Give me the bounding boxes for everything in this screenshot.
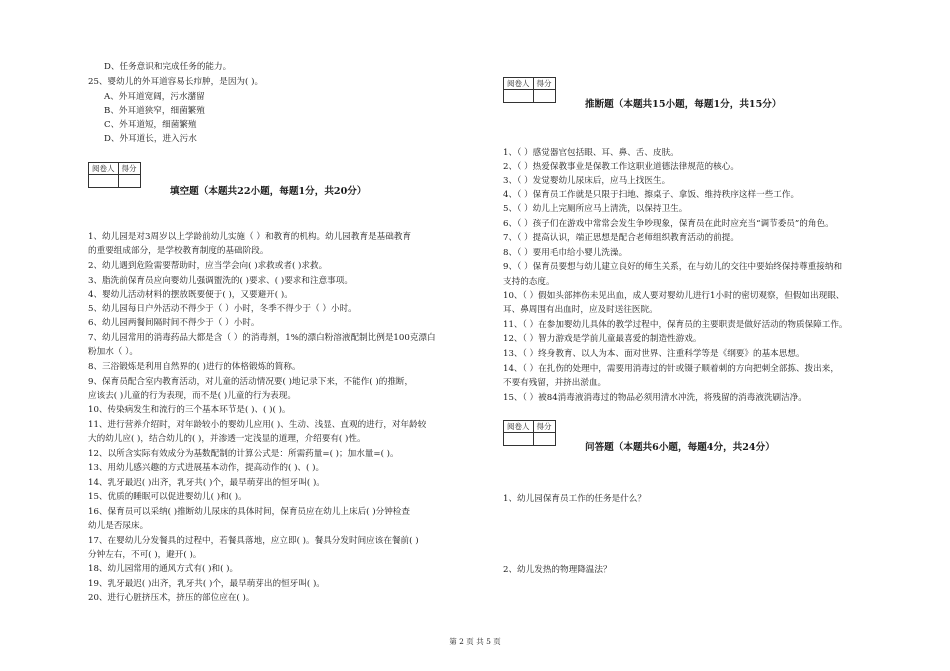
judge-line: 12、（ ）智力游戏是学前儿童最喜爱的制造性游戏。 [503,334,702,344]
qa-section-title: 问答题（本题共6小题，每题4分，共24分） [585,442,775,453]
fill-line: 9、保育员配合室内教育活动，对儿童的活动情况要( )地记录下来，不能作( )的推断， [88,377,414,387]
fill-line: 18、幼儿园常用的通风方式有( )和( )。 [88,564,239,574]
judge-line: 3、（ ）发觉婴幼儿尿床后，应马上找医生。 [503,176,671,186]
judge-line: 11、（ ）在参加婴幼儿具体的教学过程中，保育员的主要职责是做好活动的物质保障工作。 [503,320,848,330]
fill-line: 粉加水（ ）。 [88,347,138,357]
option-d: D、外耳道长，进入污水 [104,134,197,144]
fill-line: 4、婴幼儿活动材料的摆放既要便于( )，又要避开( )。 [88,290,293,300]
grader-label: 阅卷人 [504,421,534,433]
fill-line: 17、在婴幼儿分发餐具的过程中，若餐具落地，应立即( )。餐具分发时间应该在餐前( ) [88,536,419,546]
fill-line: 的重要组成部分，是学校教育制度的基础阶段。 [88,246,269,256]
option-b: B、外耳道狭窄，细菌繁殖 [104,106,205,116]
judge-line: 10、（ ）假如头部摔伤未见出血，成人要对婴幼儿进行1小时的密切观察，但假如出现眼、 [503,291,845,301]
score-label: 得分 [118,163,140,175]
fill-line: 应该去( )儿童的行为表现，而不是( )儿童的行为表现。 [88,391,296,401]
page-footer: 第 2 页 共 5 页 [449,637,501,646]
fill-line: 15、优质的睡眠可以促进婴幼儿( )和( )。 [88,492,247,502]
judge-line: 8、（ ）要用毛巾给小婴儿洗澡。 [503,248,628,258]
question-25: 25、婴幼儿的外耳道容易长疖肿，是因为( )。 [88,77,264,87]
qa-question-1: 1、幼儿园保育员工作的任务是什么？ [503,494,646,504]
fill-section-title: 填空题（本题共22小题，每题1分，共20分） [170,186,367,197]
fill-line: 1、幼儿园是对3周岁以上学龄前幼儿实施（ ）和教育的机构。幼儿园教育是基础教育 [88,232,412,242]
grader-label: 阅卷人 [504,78,534,90]
score-box-qa [503,420,556,446]
fill-line: 16、保育员可以采纳( )推断幼儿尿床的具体时间，保育员应在幼儿上床后( )分钟检查 [88,507,410,517]
judge-line: 支持的态度。 [503,277,555,287]
judge-line: 耳、鼻周围有出血时，应及时送往医院。 [503,305,658,315]
fill-line: 5、幼儿园每日户外活动不得少于（ ）小时，冬季不得少于（ ）小时。 [88,304,357,314]
judge-section-title: 推断题（本题共15小题，每题1分，共15分） [585,99,782,110]
option-d-previous: D、任务意识和完成任务的能力。 [104,62,232,72]
fill-line: 14、乳牙最迟( )出齐，乳牙共( )个，最早萌芽出的恒牙叫( )。 [88,478,325,488]
judge-line: 4、（ ）保育员工作就是只限于扫地、擦桌子、拿饭、维持秩序这样一些工作。 [503,190,800,200]
fill-line: 分钟左右，不可( )，避开( )。 [88,550,202,560]
fill-line: 10、传染病发生和流行的三个基本环节是( )、( )( )。 [88,405,291,415]
judge-line: 15、（ ）被84消毒液消毒过的物品必须用清水冲洗，将残留的消毒液洗刷洁净。 [503,393,807,403]
score-label: 得分 [533,78,555,90]
fill-line: 7、幼儿园常用的消毒药品大都是含（ ）的消毒剂，1%的漂白粉溶液配制比例是100克漂白 [88,333,436,343]
judge-line: 14、（ ）在扎伤的处理中，需要用消毒过的针或镊子顺着刺的方向把刺全部拣、拨出来， [503,364,839,374]
judge-line: 9、（ ）保育员要想与幼儿建立良好的师生关系，在与幼儿的交往中要始终保持尊重接纳和 [503,262,843,272]
judge-line: 13、（ ）终身教育、以人为本、面对世界、注重科学等是《纲要》的基本思想。 [503,349,805,359]
judge-line: 不要有残留，并挤出淤血。 [503,378,607,388]
judge-line: 6、（ ）孩子们在游戏中常常会发生争吵现象，保育员在此时应充当“调节委员”的角色。 [503,219,834,229]
fill-line: 大的幼儿应( )，结合幼儿的( )，并渗透一定浅显的道理，介绍要有( )性。 [88,434,366,444]
fill-line: 6、幼儿园两餐间隔时间不得少于（ ）小时。 [88,318,260,328]
option-a: A、外耳道宽阔，污水潴留 [104,92,205,102]
score-label: 得分 [533,421,555,433]
grader-label: 阅卷人 [89,163,119,175]
judge-line: 1、（ ）感觉器官包括眼、耳、鼻、舌、皮肤。 [503,148,679,158]
fill-line: 20、进行心脏挤压术，挤压的部位应在( )。 [88,593,255,603]
score-box-fill [88,162,141,188]
judge-line: 7、（ ）提高认识，端正思想是配合老师组织教育活动的前提。 [503,233,739,243]
fill-line: 8、三浴锻炼是利用自然界的( )进行的体格锻炼的简称。 [88,362,301,372]
fill-line: 幼儿是否尿床。 [88,521,149,531]
option-c: C、外耳道短，细菌繁殖 [104,120,197,130]
fill-line: 12、以所含实际有效成分为基数配制的计算公式是：所需药量=( )；加水量=( )。 [88,449,399,459]
fill-line: 19、乳牙最迟( )出齐，乳牙共( )个，最早萌芽出的恒牙叫( )。 [88,579,325,589]
fill-line: 2、幼儿遇到危险需要帮助时，应当学会向( )求救或者( )求救。 [88,261,328,271]
fill-line: 11、进行营养介绍时，对年龄较小的婴幼儿应用( )、生动、浅显、直观的进行，对年龄较 [88,420,427,430]
fill-line: 13、用幼儿感兴趣的方式进展基本动作，提高动作的( )、( )。 [88,463,325,473]
judge-line: 5、（ ）幼儿上完厕所应马上清洗，以保持卫生。 [503,204,688,214]
judge-line: 2、（ ）热爱保教事业是保教工作这职业道德法律规范的核心。 [503,162,739,172]
qa-question-2: 2、幼儿发热的物理降温法？ [503,565,612,575]
score-box-judge [503,77,556,103]
fill-line: 3、脂洗前保育员应向婴幼儿强调盥洗的( )要求、( )要求和注意事项。 [88,276,353,286]
